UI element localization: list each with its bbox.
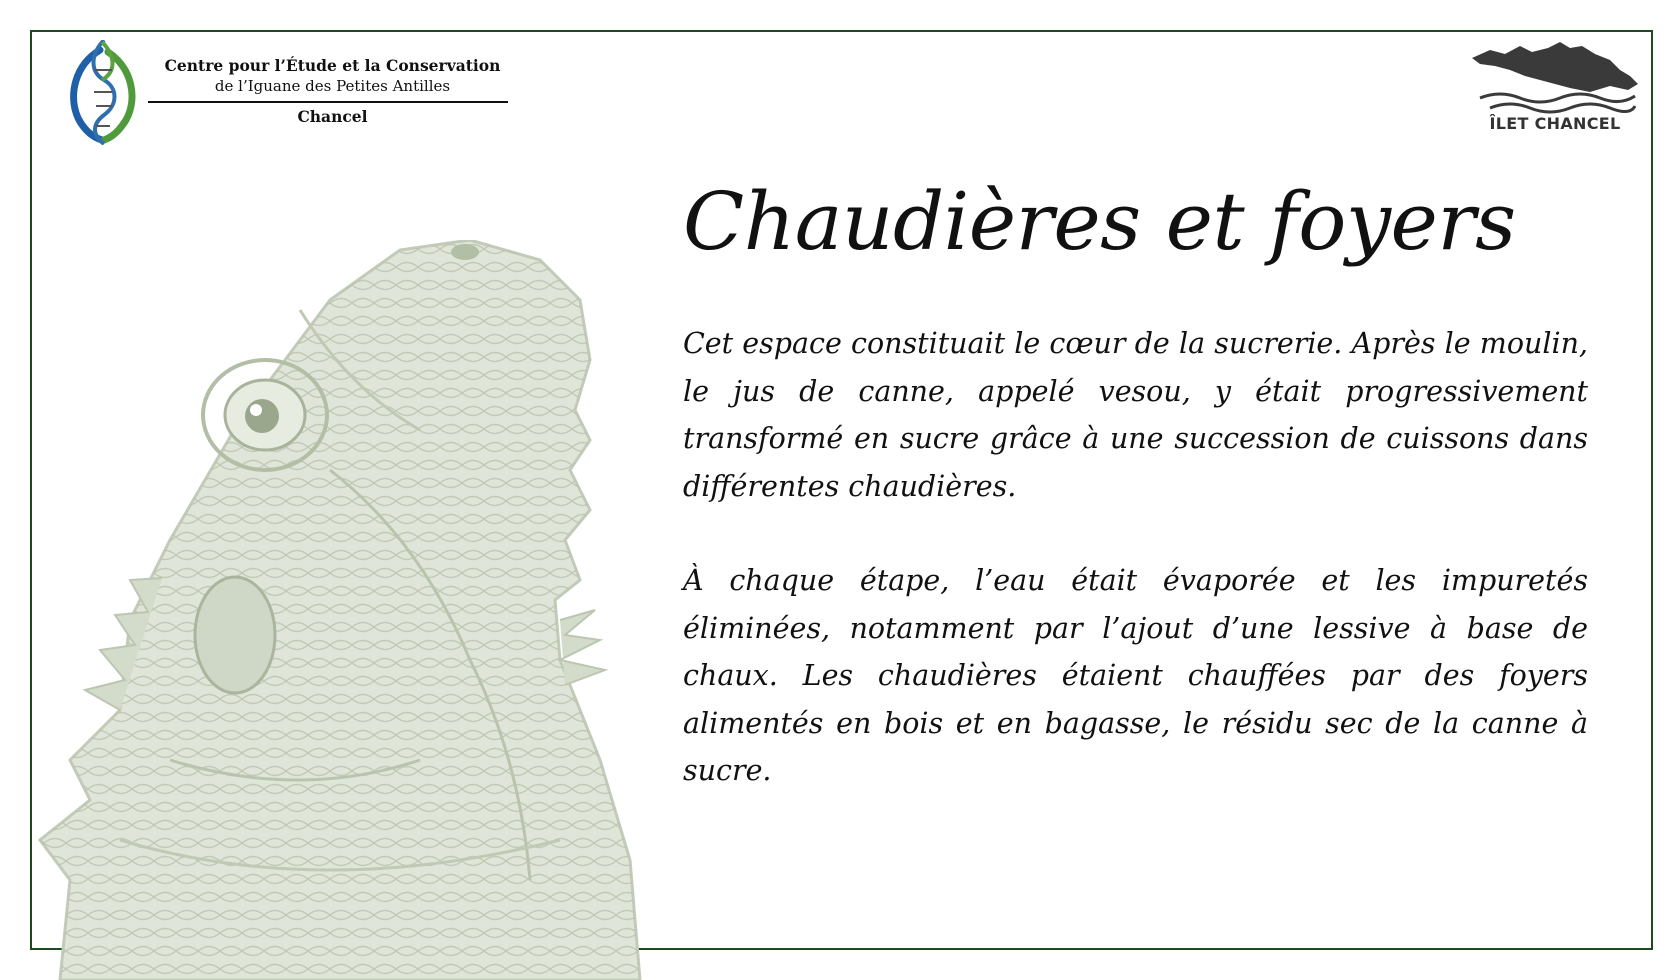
dna-leaf-logo-icon	[60, 40, 145, 145]
paragraph: À chaque étape, l’eau était évaporée et les impuretés éliminées, notamment par l’ajout d’une lessive à base de chaux. Les chaudières étaient chauffées par des foyers alimentés en bois et en bagasse, le résidu sec de la canne à sucre.	[683, 564, 1588, 787]
organization-divider	[148, 101, 508, 103]
organization-site: Chancel	[297, 107, 368, 126]
partner-label: ÎLET CHANCEL	[1489, 114, 1621, 133]
organization-name-line2: de l’Iguane des Petites Antilles	[214, 77, 451, 95]
panel-title: Chaudières et foyers	[683, 175, 1516, 268]
organization-header	[60, 40, 520, 145]
ilet-chancel-logo	[1470, 40, 1640, 140]
island-silhouette-icon	[1470, 40, 1640, 115]
paragraph: Cet espace constituait le cœur de la sucrerie. Après le moulin, le jus de canne, appelé vesou, y était progressivement transformé en sucre grâce à une succession de cuissons dans différentes chaudières.	[683, 327, 1588, 503]
iguana-illustration	[0, 240, 660, 980]
panel-body	[683, 320, 1588, 842]
organization-name-line1: Centre pour l’Étude et la Conservation	[164, 56, 501, 75]
